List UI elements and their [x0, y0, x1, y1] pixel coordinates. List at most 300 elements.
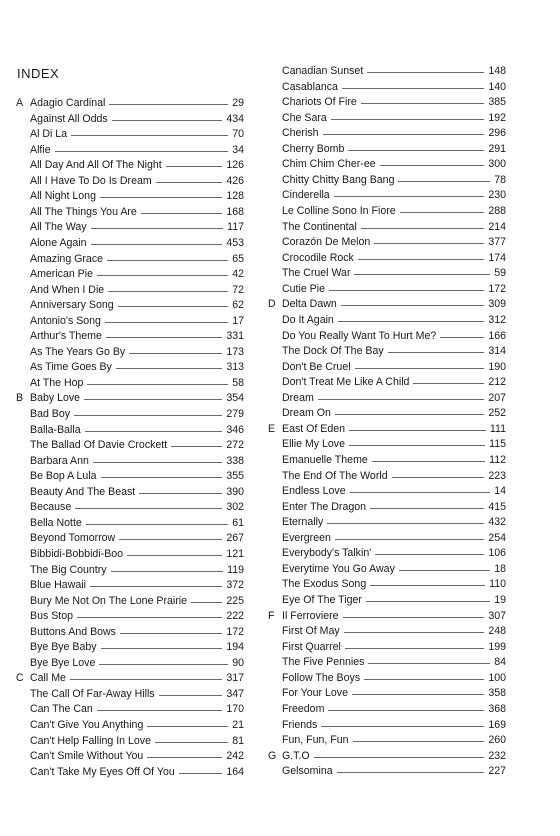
page-number: 172 — [226, 625, 244, 638]
leader-line — [353, 741, 485, 742]
leader-line — [375, 554, 484, 555]
leader-line — [354, 274, 490, 275]
index-entry — [268, 671, 506, 686]
index-entry — [16, 298, 244, 313]
leader-line — [112, 120, 223, 121]
song-title: Do You Really Want To Hurt Me? — [282, 329, 437, 342]
index-entry — [16, 423, 244, 438]
leader-line — [118, 306, 229, 307]
index-entry — [16, 376, 244, 391]
index-entry — [268, 64, 506, 79]
page-number: 190 — [488, 360, 506, 373]
page-number: 212 — [488, 376, 506, 389]
index-entry — [268, 235, 506, 250]
leader-line — [86, 524, 228, 525]
song-title: Che Sara — [282, 111, 327, 124]
song-title: The Cruel War — [282, 267, 351, 280]
page-number: 232 — [488, 749, 506, 762]
song-title: Alone Again — [30, 236, 87, 249]
leader-line — [139, 493, 222, 494]
page-number: 307 — [488, 609, 506, 622]
page-number: 194 — [226, 641, 244, 654]
index-entry — [268, 126, 506, 141]
leader-line — [342, 88, 484, 89]
song-title: Don't Be Cruel — [282, 360, 351, 373]
page-number: 309 — [488, 298, 506, 311]
song-title: Antonio's Song — [30, 314, 101, 327]
song-title: The Call Of Far-Away Hills — [30, 687, 155, 700]
index-entry — [16, 563, 244, 578]
page-number: 432 — [488, 516, 506, 529]
leader-line — [120, 633, 222, 634]
page-number: 140 — [488, 80, 506, 93]
leader-line — [399, 570, 490, 571]
index-entry — [268, 718, 506, 733]
index-entry — [16, 656, 244, 671]
leader-line — [335, 539, 484, 540]
leader-line — [106, 337, 222, 338]
song-title: Dream — [282, 391, 314, 404]
song-title: Be Bop A Lula — [30, 470, 97, 483]
song-title: The Continental — [282, 220, 357, 233]
song-title: Endless Love — [282, 485, 346, 498]
page-number: 59 — [494, 267, 506, 280]
page-number: 426 — [226, 174, 244, 187]
leader-line — [101, 648, 223, 649]
leader-line — [127, 555, 222, 556]
song-title: Cinderella — [282, 189, 330, 202]
index-entry — [268, 391, 506, 406]
song-title: Casablanca — [282, 80, 338, 93]
song-title: American Pie — [30, 268, 93, 281]
leader-line — [179, 773, 223, 774]
song-title: Chim Chim Cher-ee — [282, 158, 376, 171]
index-entry — [268, 111, 506, 126]
leader-line — [159, 695, 223, 696]
index-entry — [268, 422, 506, 437]
page-number: 174 — [488, 251, 506, 264]
index-entry — [268, 453, 506, 468]
leader-line — [327, 523, 484, 524]
page-number: 254 — [488, 531, 506, 544]
leader-line — [361, 228, 485, 229]
index-entry — [16, 174, 244, 189]
song-title: Bad Boy — [30, 408, 71, 420]
leader-line — [344, 632, 485, 633]
section-letter: C — [16, 672, 24, 685]
leader-line — [328, 710, 484, 711]
song-title: Everytime You Go Away — [282, 562, 395, 575]
leader-line — [355, 368, 485, 369]
leader-line — [97, 275, 228, 276]
song-title: The Five Pennies — [282, 656, 365, 669]
section-letter: A — [16, 97, 24, 109]
leader-line — [107, 260, 228, 261]
page-number: 368 — [488, 702, 506, 715]
song-title: Bus Stop — [30, 610, 73, 623]
index-entry — [268, 142, 506, 157]
page-number: 111 — [489, 422, 506, 435]
page-number: 314 — [488, 345, 506, 358]
page-number: 192 — [488, 111, 506, 124]
leader-line — [119, 539, 222, 540]
index-entry — [268, 437, 506, 452]
index-entry — [16, 143, 244, 158]
leader-line — [318, 399, 485, 400]
index-entry — [16, 609, 244, 624]
song-title: Bye Bye Love — [30, 656, 96, 669]
leader-line — [101, 477, 223, 478]
song-title: Fun, Fun, Fun — [282, 734, 349, 747]
leader-line — [329, 290, 484, 291]
index-entry — [16, 594, 244, 609]
leader-line — [368, 663, 490, 664]
song-title: Gelsomina — [282, 765, 333, 778]
index-entry — [268, 188, 506, 203]
index-entry — [16, 531, 244, 546]
leader-line — [99, 664, 228, 665]
page-number: 106 — [488, 547, 506, 560]
page-number: 110 — [489, 578, 506, 591]
page-number: 354 — [226, 392, 244, 405]
song-title: Evergreen — [282, 531, 331, 544]
index-entry — [268, 624, 506, 639]
song-title: Because — [30, 501, 72, 514]
page-number: 242 — [226, 750, 244, 763]
leader-line — [350, 492, 491, 493]
index-entry — [268, 469, 506, 484]
index-entry — [16, 205, 244, 220]
leader-line — [358, 259, 484, 260]
page-number: 207 — [488, 391, 506, 404]
index-entry — [16, 578, 244, 593]
index-entry — [16, 765, 244, 780]
index-entry — [268, 593, 506, 608]
leader-line — [147, 726, 228, 727]
song-title: Don't Treat Me Like A Child — [282, 376, 410, 389]
page-number: 300 — [488, 158, 506, 171]
page-number: 214 — [488, 220, 506, 233]
page-number: 72 — [232, 283, 244, 296]
index-entry — [268, 640, 506, 655]
leader-line — [77, 617, 222, 618]
page-number: 21 — [232, 719, 244, 731]
index-entry — [16, 283, 244, 298]
song-title: Barbara Ann — [30, 454, 89, 467]
index-entry — [16, 702, 244, 717]
index-entry — [16, 391, 244, 406]
page-number: 128 — [226, 190, 244, 203]
leader-line — [337, 772, 485, 773]
index-entry — [268, 329, 506, 344]
song-title: All I Have To Do Is Dream — [30, 174, 152, 187]
leader-line — [70, 679, 222, 680]
song-title: Bury Me Not On The Lone Prairie — [30, 594, 188, 607]
page-number: 312 — [488, 313, 506, 326]
page-number: 119 — [227, 563, 244, 576]
leader-line — [392, 477, 485, 478]
song-title: Anniversary Song — [30, 299, 114, 312]
section-letter: F — [268, 609, 275, 622]
leader-line — [388, 352, 485, 353]
song-title: The Exodus Song — [282, 578, 367, 591]
leader-line — [370, 508, 484, 509]
index-entry — [16, 360, 244, 375]
page-number: 58 — [232, 376, 244, 389]
song-title: As Time Goes By — [30, 361, 112, 374]
page-number: 230 — [488, 189, 506, 202]
song-title: Friends — [282, 718, 318, 731]
index-entry — [16, 220, 244, 235]
page-number: 453 — [226, 236, 244, 249]
page-number: 62 — [232, 299, 244, 312]
song-title: Canadian Sunset — [282, 65, 364, 77]
song-title: East Of Eden — [282, 422, 346, 435]
index-entry — [16, 345, 244, 360]
song-title: As The Years Go By — [30, 345, 126, 358]
leader-line — [141, 213, 223, 214]
leader-line — [191, 602, 222, 603]
song-title: G.T.O — [282, 749, 310, 762]
song-title: Bibbidi-Bobbidi-Boo — [30, 547, 124, 560]
leader-line — [323, 134, 485, 135]
song-title: Freedom — [282, 702, 325, 715]
page-number: 291 — [488, 142, 506, 155]
song-title: Delta Dawn — [282, 298, 337, 311]
page-number: 126 — [226, 159, 244, 172]
index-entry — [268, 173, 506, 188]
leader-line — [361, 103, 485, 104]
song-title: Follow The Boys — [282, 671, 361, 684]
leader-line — [55, 151, 229, 152]
index-entry — [268, 749, 506, 764]
index-entry — [16, 749, 244, 764]
page-number: 112 — [489, 454, 506, 466]
leader-line — [171, 446, 222, 447]
page-number: 29 — [232, 97, 244, 109]
song-title: Blue Hawaii — [30, 579, 86, 592]
page-number: 302 — [226, 501, 244, 514]
song-title: The Dock Of The Bay — [282, 345, 384, 358]
index-entry — [16, 236, 244, 251]
song-title: Crocodile Rock — [282, 251, 354, 264]
index-entry — [16, 407, 244, 422]
index-entry — [16, 252, 244, 267]
leader-line — [91, 228, 224, 229]
song-title: The End Of The World — [282, 469, 388, 482]
leader-line — [321, 726, 484, 727]
leader-line — [87, 384, 228, 385]
page-number: 70 — [232, 128, 244, 141]
index-entry — [16, 734, 244, 749]
song-title: And When I Die — [30, 283, 105, 296]
leader-line — [349, 430, 486, 431]
leader-line — [349, 445, 485, 446]
song-title: The Big Country — [30, 563, 107, 576]
leader-line — [352, 694, 484, 695]
page-number: 248 — [488, 625, 506, 638]
page-number: 272 — [226, 439, 244, 452]
leader-line — [334, 196, 485, 197]
index-entry — [268, 609, 506, 624]
page-number: 223 — [488, 469, 506, 482]
page-number: 121 — [226, 547, 244, 560]
page-number: 164 — [226, 765, 244, 778]
page-number: 385 — [488, 96, 506, 109]
page-number: 347 — [226, 687, 244, 700]
leader-line — [370, 585, 485, 586]
leader-line — [367, 72, 484, 73]
song-title: Emanuelle Theme — [282, 454, 368, 466]
index-entry — [16, 314, 244, 329]
page-number: 117 — [227, 221, 244, 234]
section-letter: E — [268, 422, 276, 435]
leader-line — [74, 415, 222, 416]
index-entry — [16, 267, 244, 282]
song-title: Do It Again — [282, 313, 334, 326]
page-number: 222 — [226, 610, 244, 623]
leader-line — [84, 399, 222, 400]
page-number: 338 — [226, 454, 244, 467]
index-entry — [268, 204, 506, 219]
leader-line — [348, 150, 484, 151]
section-letter: G — [268, 749, 277, 762]
song-title: Everybody's Talkin' — [282, 547, 372, 560]
leader-line — [91, 244, 223, 245]
page-number: 18 — [494, 562, 506, 575]
page-number: 172 — [488, 282, 506, 295]
index-entry — [268, 515, 506, 530]
leader-line — [374, 243, 484, 244]
song-title: All The Way — [30, 221, 87, 234]
index-entry — [268, 282, 506, 297]
index-entry — [268, 406, 506, 421]
leader-line — [105, 322, 228, 323]
song-title: Can't Give You Anything — [30, 719, 144, 731]
leader-line — [440, 337, 484, 338]
song-title: Cherish — [282, 127, 319, 140]
page-number: 415 — [488, 500, 506, 513]
page-number: 166 — [488, 329, 506, 342]
leader-line — [314, 757, 485, 758]
page-number: 377 — [488, 236, 506, 249]
index-entry — [16, 454, 244, 469]
index-entry — [268, 251, 506, 266]
page-number: 168 — [226, 205, 244, 218]
song-title: Against All Odds — [30, 112, 108, 125]
song-title: Bye Bye Baby — [30, 641, 97, 654]
page-number: 288 — [488, 205, 506, 218]
page-number: 355 — [226, 470, 244, 483]
page-number: 19 — [494, 594, 506, 607]
song-title: Chariots Of Fire — [282, 96, 357, 109]
index-entry — [16, 625, 244, 640]
song-title: Can't Help Falling In Love — [30, 734, 151, 747]
leader-line — [372, 461, 485, 462]
index-entry — [268, 655, 506, 670]
page-number: 42 — [232, 268, 244, 281]
page-number: 78 — [494, 173, 506, 186]
leader-line — [366, 601, 490, 602]
index-entry — [16, 96, 244, 111]
page-number: 34 — [232, 143, 244, 156]
index-entry — [268, 686, 506, 701]
index-entry — [16, 112, 244, 127]
page-number: 390 — [226, 485, 244, 498]
index-entry — [16, 189, 244, 204]
leader-line — [398, 181, 490, 182]
song-title: Alfie — [30, 143, 51, 156]
page-number: 169 — [488, 718, 506, 731]
leader-line — [345, 648, 484, 649]
song-title: All Day And All Of The Night — [30, 159, 162, 172]
song-title: At The Hop — [30, 376, 84, 389]
page-number: 296 — [488, 127, 506, 140]
page-number: 225 — [226, 594, 244, 607]
index-entry — [268, 266, 506, 281]
index-heading: INDEX — [17, 66, 60, 81]
leader-line — [109, 104, 228, 105]
page-number: 199 — [488, 640, 506, 653]
song-title: Al Di La — [30, 128, 68, 141]
song-title: Beyond Tomorrow — [30, 532, 116, 545]
song-title: All The Things You Are — [30, 205, 137, 218]
page-number: 317 — [226, 672, 244, 685]
page-number: 115 — [489, 438, 506, 451]
page-number: 170 — [226, 703, 244, 716]
index-entry — [268, 80, 506, 95]
song-title: Can't Smile Without You — [30, 750, 144, 763]
page-number: 17 — [232, 314, 244, 327]
song-title: Beauty And The Beast — [30, 485, 136, 498]
index-entry — [16, 718, 244, 733]
page-number: 90 — [232, 656, 244, 669]
song-title: Can't Take My Eyes Off Of You — [30, 765, 175, 778]
index-entry — [268, 484, 506, 499]
index-entry — [16, 485, 244, 500]
song-title: The Ballad Of Davie Crockett — [30, 439, 168, 452]
page-number: 260 — [488, 734, 506, 747]
page-number: 331 — [226, 330, 244, 343]
song-title: Eternally — [282, 516, 324, 529]
song-title: Baby Love — [30, 392, 81, 405]
page-number: 84 — [494, 656, 506, 669]
index-entry — [16, 329, 244, 344]
page-number: 100 — [488, 671, 506, 684]
section-letter: B — [16, 392, 24, 405]
index-entry — [16, 158, 244, 173]
index-entry — [16, 469, 244, 484]
index-entry — [16, 438, 244, 453]
leader-line — [335, 414, 484, 415]
leader-line — [116, 368, 222, 369]
page-number: 372 — [226, 579, 244, 592]
leader-line — [129, 353, 222, 354]
leader-line — [331, 119, 485, 120]
leader-line — [155, 742, 228, 743]
page-number: 267 — [226, 532, 244, 545]
leader-line — [85, 431, 223, 432]
leader-line — [147, 757, 222, 758]
leader-line — [75, 508, 222, 509]
song-title: Dream On — [282, 407, 331, 420]
song-title: Eye Of The Tiger — [282, 594, 362, 607]
song-title: First Of May — [282, 625, 340, 638]
index-entry — [268, 297, 506, 312]
song-title: Amazing Grace — [30, 252, 104, 265]
index-entry — [16, 671, 244, 686]
index-entry — [268, 500, 506, 515]
